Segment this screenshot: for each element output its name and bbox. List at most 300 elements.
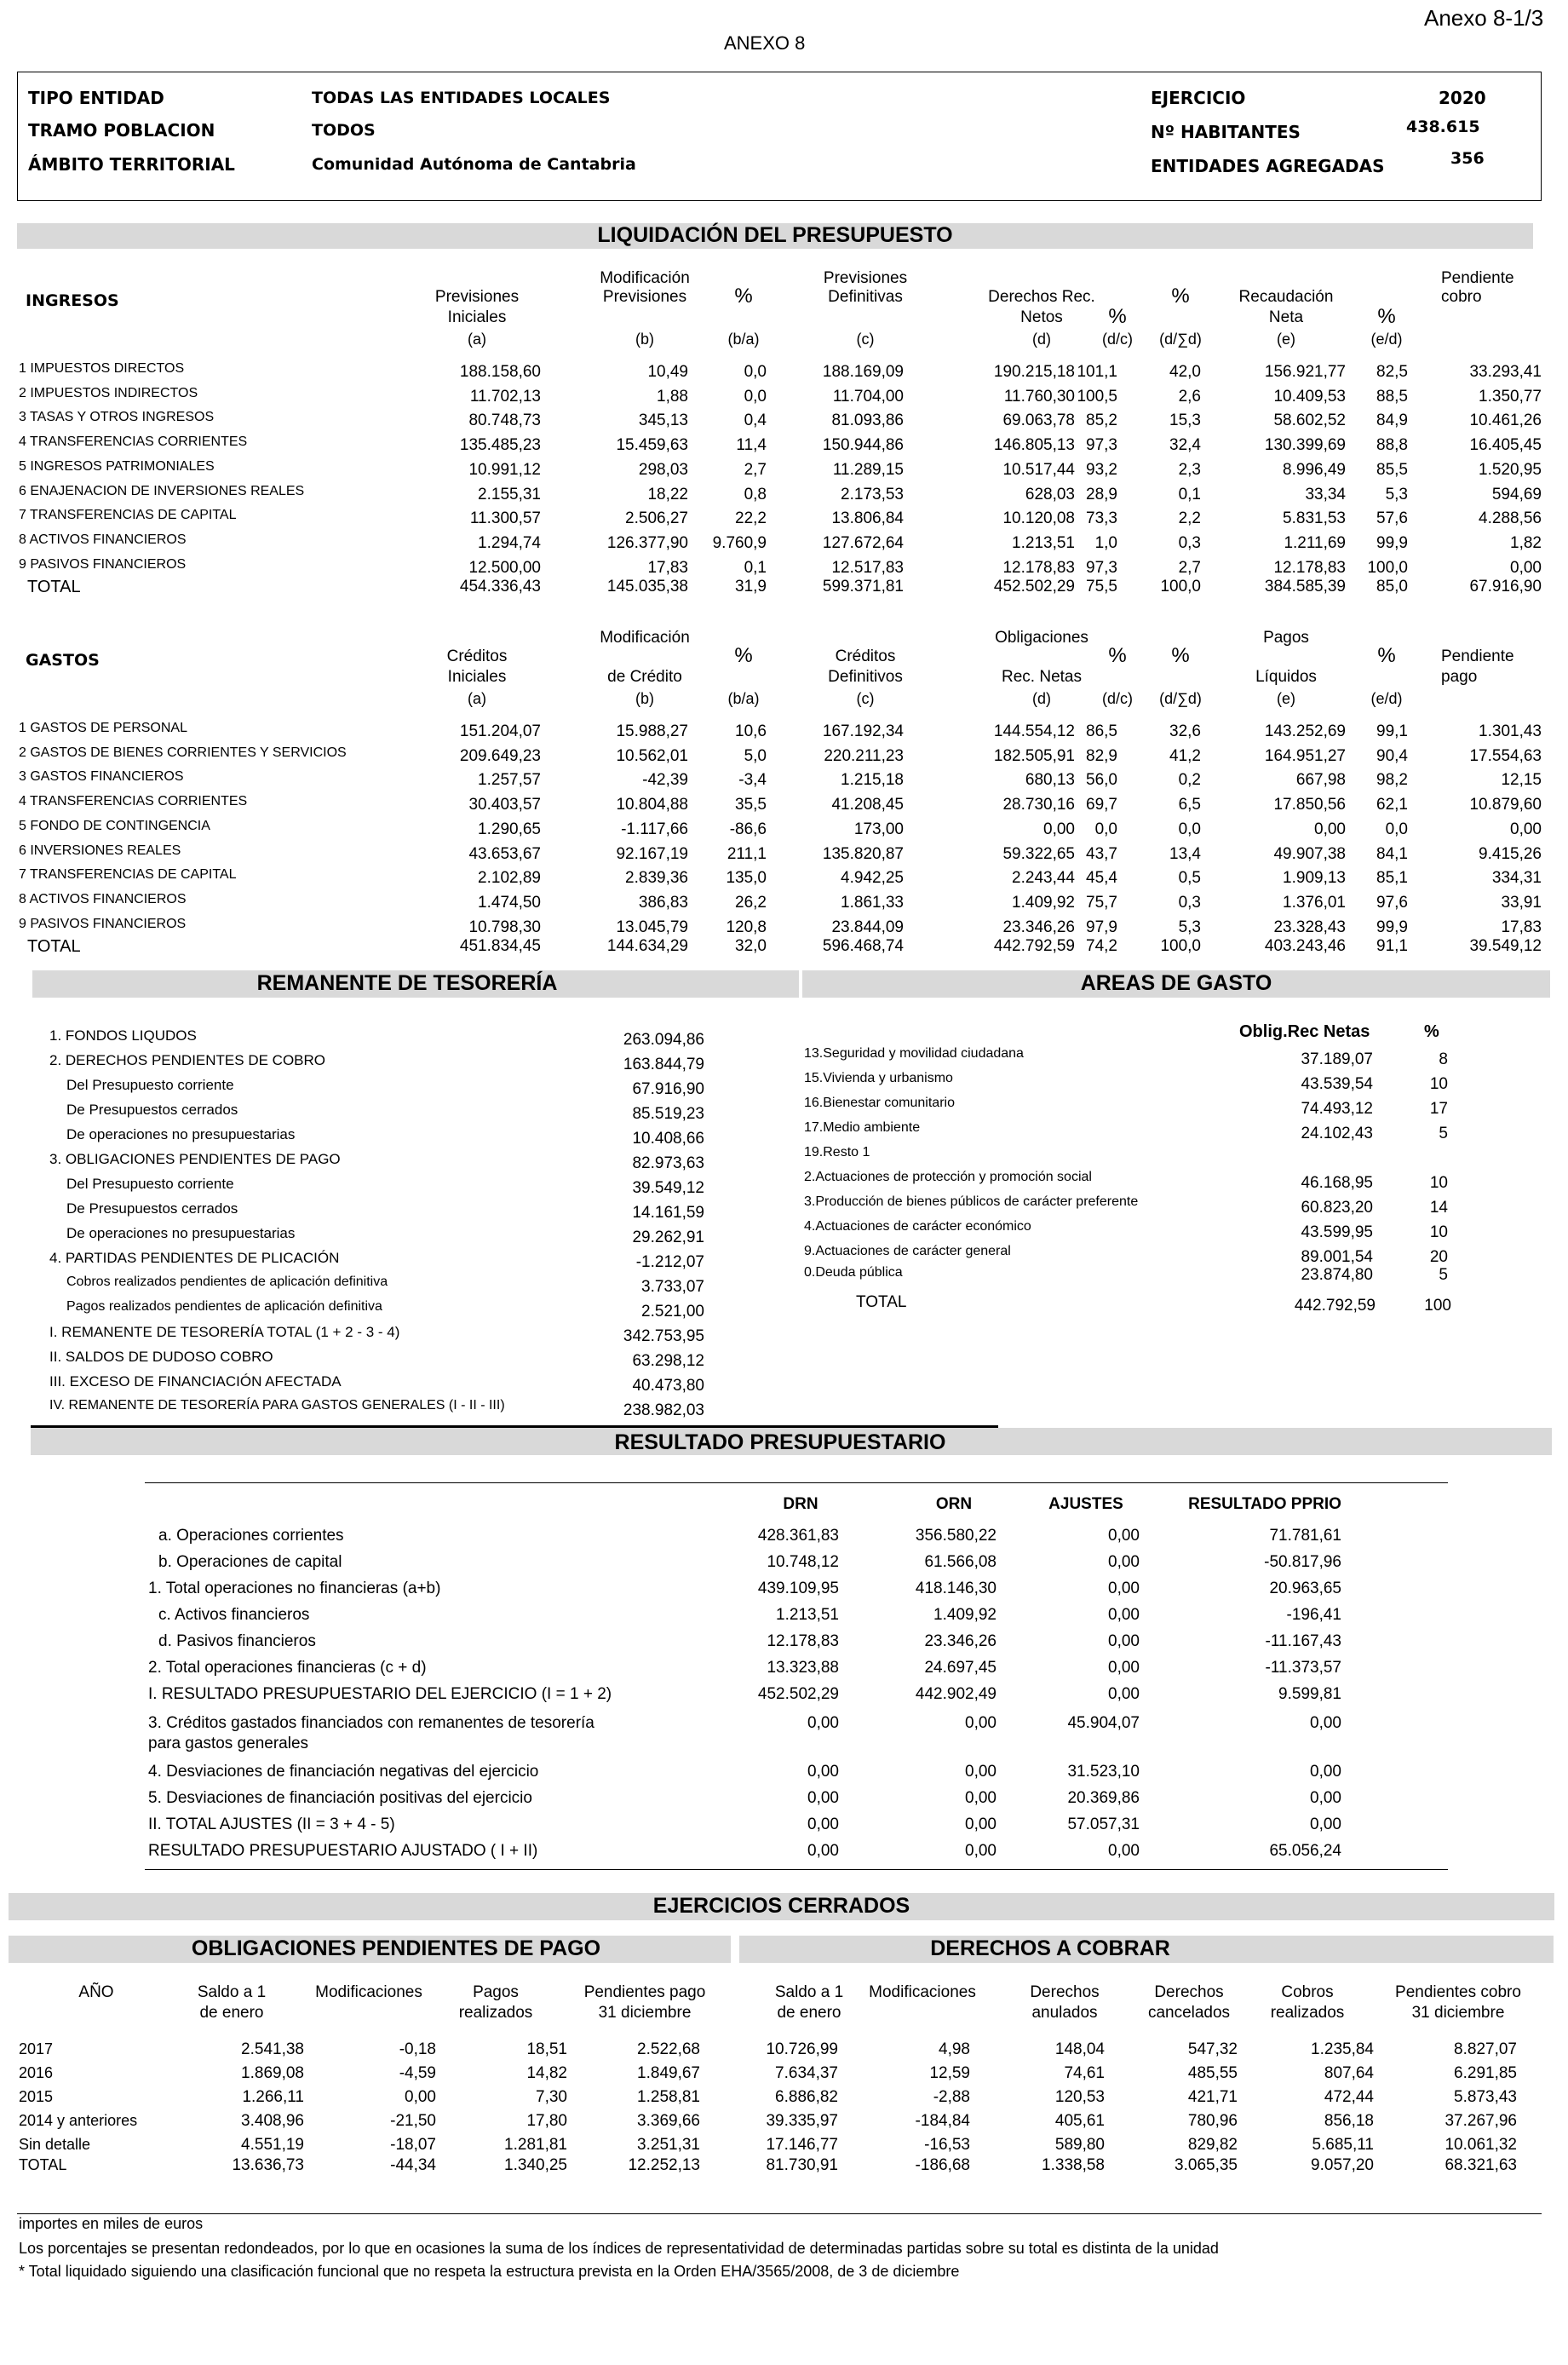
cell-value: 11.702,13: [469, 387, 541, 406]
cell-value: 17.554,63: [1469, 746, 1542, 765]
remanente-value: -1.212,07: [635, 1253, 704, 1271]
total-value: 91,1: [1376, 937, 1408, 956]
resultado-value: 0,00: [1108, 1659, 1140, 1677]
area-value: 74.493,12: [1301, 1100, 1373, 1118]
cell-value: 1.861,33: [841, 893, 904, 912]
cerrados-value: 547,32: [1187, 2040, 1238, 2058]
cell-value: 0,00: [1043, 820, 1075, 838]
cerrados-value: 4,98: [939, 2040, 970, 2058]
cell-value: 150.944,86: [822, 436, 904, 455]
cerrados-value: 421,71: [1187, 2088, 1238, 2106]
cell-value: 22,2: [735, 509, 767, 528]
total-value: 599.371,81: [822, 578, 904, 596]
resultado-value: 0,00: [1310, 1714, 1341, 1732]
resultado-col-header: DRN: [783, 1495, 818, 1513]
page-ref: Anexo 8-1/3: [1424, 5, 1544, 31]
header-label: EJERCICIO: [1151, 88, 1246, 108]
area-label: 19.Resto 1: [804, 1145, 870, 1159]
cell-value: 10.120,08: [1002, 509, 1075, 528]
cell-value: 88,8: [1376, 436, 1408, 455]
cell-value: 10,49: [647, 363, 688, 381]
cell-value: 17,83: [647, 558, 688, 577]
row-label: 7 TRANSFERENCIAS DE CAPITAL: [19, 508, 237, 523]
column-header: Rec. Netas: [1002, 668, 1082, 686]
cell-value: 2.173,53: [841, 485, 904, 503]
area-value: 89.001,54: [1301, 1248, 1373, 1266]
cell-value: 135.820,87: [822, 844, 904, 863]
column-header: Modificación: [600, 269, 690, 287]
resultado-value: 1.409,92: [933, 1606, 997, 1624]
cerrados-col-header: 31 diciembre: [598, 2004, 692, 2022]
area-pct: 17: [1429, 1100, 1448, 1118]
cell-value: 10,6: [735, 722, 767, 740]
cell-value: 594,69: [1491, 485, 1542, 503]
resultado-value: 0,00: [965, 1815, 997, 1833]
cell-value: 130.399,69: [1264, 436, 1346, 455]
column-header: (d/c): [1102, 331, 1133, 348]
resultado-label: para gastos generales: [148, 1735, 309, 1752]
remanente-value: 67.916,90: [632, 1080, 704, 1098]
areas-col-header: %: [1424, 1022, 1439, 1041]
resultado-label: a. Operaciones corrientes: [158, 1527, 344, 1545]
row-label: 9 PASIVOS FINANCIEROS: [19, 916, 187, 931]
cell-value: 41,2: [1169, 746, 1201, 765]
resultado-value: 418.146,30: [915, 1580, 997, 1597]
cerrados-col-header: Cobros: [1281, 1983, 1334, 2001]
resultado-label: 1. Total operaciones no financieras (a+b): [148, 1580, 441, 1597]
cerrados-year: 2017: [19, 2040, 54, 2057]
cerrados-value: 120,53: [1054, 2088, 1105, 2106]
cerrados-col-header: Modificaciones: [869, 1983, 976, 2001]
resultado-value: 0,00: [1108, 1842, 1140, 1860]
row-label: 3 GASTOS FINANCIEROS: [19, 769, 184, 785]
cell-value: 33,34: [1305, 485, 1346, 503]
cell-value: 28.730,16: [1002, 796, 1075, 814]
cell-value: 2.506,27: [625, 509, 688, 528]
cell-value: 23.346,26: [1002, 918, 1075, 936]
footer-note: importes en miles de euros: [19, 2215, 204, 2232]
cell-value: 1.474,50: [478, 893, 541, 912]
column-header: Obligaciones: [995, 629, 1088, 647]
cell-value: 80.748,73: [468, 411, 541, 430]
column-header: (e/d): [1370, 331, 1403, 348]
cell-value: 32,4: [1169, 436, 1201, 455]
cerrados-value: 17,80: [526, 2112, 567, 2130]
column-header: %: [1377, 305, 1396, 328]
column-header: Definitivos: [828, 668, 903, 686]
cerrados-value: 13.636,73: [232, 2156, 304, 2174]
resultado-value: 0,00: [965, 1789, 997, 1807]
cell-value: 182.505,91: [993, 746, 1075, 765]
column-header: Créditos: [446, 647, 508, 665]
column-header: Recaudación: [1238, 288, 1334, 306]
resultado-value: 13.323,88: [767, 1659, 839, 1677]
header-label: TIPO ENTIDAD: [28, 88, 164, 108]
resultado-value: 0,00: [1108, 1685, 1140, 1703]
remanente-label: 1. FONDOS LIQUDOS: [49, 1027, 197, 1044]
cerrados-value: 405,61: [1054, 2112, 1105, 2130]
cell-value: 135.485,23: [459, 436, 541, 455]
cell-value: 13,4: [1169, 844, 1201, 863]
area-pct: 5: [1439, 1125, 1448, 1142]
cerrados-col-header: de enero: [199, 2004, 264, 2022]
cerrados-value: 1.281,81: [504, 2136, 567, 2154]
row-label: 2 IMPUESTOS INDIRECTOS: [19, 385, 198, 400]
cerrados-value: 1.235,84: [1311, 2040, 1374, 2058]
footer-note: Los porcentajes se presentan redondeados, por lo que en ocasiones la suma de los índices de representatividad de determinadas partidas sobre su total es distinta de la unidad: [19, 2240, 1219, 2257]
total-value: 451.834,45: [459, 937, 541, 956]
resultado-value: 0,00: [1108, 1606, 1140, 1624]
area-label: 3.Producción de bienes públicos de carácter preferente: [804, 1194, 1139, 1209]
column-header: %: [1377, 644, 1396, 667]
liquidacion-title: LIQUIDACIÓN DEL PRESUPUESTO: [597, 223, 953, 247]
cerrados-value: 8.827,07: [1454, 2040, 1517, 2058]
cerrados-value: -186,68: [915, 2156, 970, 2174]
cell-value: 1.294,74: [478, 533, 541, 552]
cell-value: 32,6: [1169, 722, 1201, 740]
cerrados-col-header: Pagos: [473, 1983, 519, 2001]
row-label: 9 PASIVOS FINANCIEROS: [19, 556, 187, 572]
cell-value: 45,4: [1086, 869, 1117, 888]
row-label: 6 INVERSIONES REALES: [19, 843, 181, 858]
resultado-value: 0,00: [1108, 1527, 1140, 1545]
cerrados-value: 485,55: [1187, 2064, 1238, 2082]
cell-value: 0,00: [1510, 820, 1542, 838]
cell-value: 101,1: [1077, 363, 1117, 381]
column-header: (b/a): [727, 331, 760, 348]
cell-value: 2,7: [1178, 558, 1201, 577]
cell-value: 85,5: [1376, 460, 1408, 479]
resultado-col-header: AJUSTES: [1048, 1495, 1123, 1513]
cerrados-value: 3.065,35: [1175, 2156, 1238, 2174]
cell-value: 1.211,69: [1284, 533, 1346, 552]
remanente-label: IV. REMANENTE DE TESORERÍA PARA GASTOS GENERALES (I - II - III): [49, 1398, 505, 1413]
cerrados-col-header: Derechos: [1030, 1983, 1100, 2001]
cell-value: 10.879,60: [1469, 796, 1542, 814]
cerrados-value: 3.251,31: [637, 2136, 700, 2154]
cerrados-value: 856,18: [1324, 2112, 1374, 2130]
cell-value: 81.093,86: [831, 411, 904, 430]
resultado-value: 0,00: [965, 1714, 997, 1732]
remanente-title: REMANENTE DE TESORERÍA: [256, 971, 558, 995]
resultado-value: -11.373,57: [1265, 1659, 1341, 1677]
column-header: (c): [856, 690, 875, 707]
resultado-value: 0,00: [965, 1763, 997, 1781]
cerrados-value: 10.061,32: [1445, 2136, 1517, 2154]
cerrados-value: 4.551,19: [241, 2136, 304, 2154]
area-total-value: 442.792,59: [1294, 1297, 1376, 1315]
total-value: 596.468,74: [822, 937, 904, 956]
cell-value: 1.215,18: [841, 771, 904, 790]
column-header: Previsiones: [823, 269, 908, 287]
column-header: Netos: [1020, 308, 1063, 326]
cell-value: 2.102,89: [478, 869, 541, 888]
area-pct: 8: [1439, 1050, 1448, 1068]
area-total-label: TOTAL: [856, 1293, 907, 1311]
area-label: 9.Actuaciones de carácter general: [804, 1244, 1011, 1258]
cell-value: 1.213,51: [1012, 533, 1075, 552]
areas-col-header: Oblig.Rec Netas: [1239, 1022, 1370, 1041]
cell-value: 26,2: [735, 893, 767, 912]
cell-value: 11.300,57: [469, 509, 541, 528]
cerrados-value: -18,07: [390, 2136, 436, 2154]
cell-value: 49.907,38: [1273, 844, 1346, 863]
cerrados-year: Sin detalle: [19, 2136, 91, 2153]
cerrados-value: -21,50: [390, 2112, 436, 2130]
cerrados-value: 2.541,38: [241, 2040, 304, 2058]
remanente-value: 82.973,63: [632, 1154, 704, 1172]
cell-value: 120,8: [726, 918, 767, 936]
cell-value: 5,3: [1385, 485, 1408, 503]
cell-value: 69,7: [1086, 796, 1117, 814]
cerrados-col-header: realizados: [1270, 2004, 1345, 2022]
area-total-pct: 100: [1424, 1297, 1451, 1315]
cell-value: 4.288,56: [1479, 509, 1542, 528]
cerrados-value: 74,61: [1064, 2064, 1105, 2082]
column-header: Créditos: [835, 647, 896, 665]
cell-value: 15.988,27: [616, 722, 688, 740]
column-header: (b): [635, 690, 654, 707]
header-value: TODOS: [312, 121, 376, 140]
row-label: 8 ACTIVOS FINANCIEROS: [19, 891, 187, 906]
resultado-value: 356.580,22: [915, 1527, 997, 1545]
cell-value: 85,1: [1376, 869, 1408, 888]
cerrados-year: 2014 y anteriores: [19, 2112, 138, 2129]
resultado-value: 0,00: [1310, 1763, 1341, 1781]
cell-value: 0,2: [1178, 771, 1201, 790]
cell-value: 10.798,30: [468, 918, 541, 936]
row-label: 6 ENAJENACION DE INVERSIONES REALES: [19, 483, 305, 498]
column-header: Definitivas: [828, 288, 903, 306]
total-value: 384.585,39: [1264, 578, 1346, 596]
cell-value: 1.409,92: [1012, 893, 1075, 912]
cell-value: 8.996,49: [1283, 460, 1346, 479]
cell-value: 1.350,77: [1479, 387, 1542, 406]
cell-value: 10.804,88: [616, 796, 688, 814]
cell-value: 10.461,26: [1469, 411, 1542, 430]
cell-value: 1.520,95: [1479, 460, 1542, 479]
cerrados-value: 1.849,67: [637, 2064, 700, 2082]
cerrados-value: 68.321,63: [1445, 2156, 1517, 2174]
cerrados-value: 6.886,82: [775, 2088, 838, 2106]
column-header: (a): [468, 690, 486, 707]
remanente-value: 39.549,12: [632, 1179, 704, 1197]
cell-value: 86,5: [1086, 722, 1117, 740]
cell-value: 15,3: [1169, 411, 1201, 430]
cell-value: 164.951,27: [1264, 746, 1346, 765]
cell-value: 92.167,19: [616, 844, 688, 863]
remanente-value: 10.408,66: [632, 1130, 704, 1148]
cell-value: 1,82: [1510, 533, 1542, 552]
row-label: 4 TRANSFERENCIAS CORRIENTES: [19, 434, 248, 450]
row-label: 5 INGRESOS PATRIMONIALES: [19, 458, 215, 474]
cell-value: 298,03: [638, 460, 688, 479]
cell-value: 667,98: [1295, 771, 1346, 790]
cell-value: 10.562,01: [616, 746, 688, 765]
cell-value: 2,3: [1178, 460, 1201, 479]
cell-value: 211,1: [727, 844, 767, 863]
cell-value: 97,3: [1086, 558, 1117, 577]
cell-value: 2,6: [1178, 387, 1201, 406]
cell-value: 0,0: [744, 363, 767, 381]
resultado-label: II. TOTAL AJUSTES (II = 3 + 4 - 5): [148, 1815, 395, 1833]
cerrados-col-header: anulados: [1031, 2004, 1098, 2022]
cerrados-value: 14,82: [526, 2064, 567, 2082]
remanente-label: Cobros realizados pendientes de aplicación definitiva: [66, 1275, 388, 1289]
row-label: 1 IMPUESTOS DIRECTOS: [19, 361, 185, 376]
remanente-label: I. REMANENTE DE TESORERÍA TOTAL (1 + 2 - 3 - 4): [49, 1324, 400, 1340]
header-label: TRAMO POBLACION: [28, 120, 215, 141]
cell-value: 0,3: [1178, 533, 1201, 552]
cell-value: 18,22: [647, 485, 688, 503]
total-value: 31,9: [735, 578, 767, 596]
cell-value: 1,88: [657, 387, 688, 406]
resultado-value: 0,00: [807, 1789, 839, 1807]
cell-value: 99,9: [1376, 533, 1408, 552]
row-label: 4 TRANSFERENCIAS CORRIENTES: [19, 794, 248, 809]
cell-value: 2.155,31: [478, 485, 541, 503]
remanente-value: 163.844,79: [623, 1056, 704, 1073]
resultado-value: 0,00: [1310, 1789, 1341, 1807]
cell-value: 0,0: [1178, 820, 1201, 838]
cerrados-value: 9.057,20: [1311, 2156, 1374, 2174]
cell-value: 10.517,44: [1002, 460, 1075, 479]
resultado-value: -196,41: [1286, 1606, 1341, 1624]
cell-value: 1,0: [1094, 533, 1117, 552]
resultado-value: 61.566,08: [924, 1553, 997, 1571]
column-header: Pendiente: [1441, 269, 1514, 287]
resultado-value: 24.697,45: [924, 1659, 997, 1677]
area-pct: 5: [1439, 1266, 1448, 1284]
cerrados-title: EJERCICIOS CERRADOS: [652, 1894, 910, 1918]
column-header: Líquidos: [1255, 668, 1317, 686]
total-value: 32,0: [735, 937, 767, 956]
cell-value: 2,2: [1178, 509, 1201, 528]
cell-value: 100,0: [1367, 558, 1408, 577]
column-header: (e): [1277, 690, 1295, 707]
row-label: 2 GASTOS DE BIENES CORRIENTES Y SERVICIOS: [19, 745, 347, 760]
cell-value: 5,0: [744, 746, 767, 765]
remanente-value: 14.161,59: [632, 1204, 704, 1222]
column-header: (d/∑d): [1159, 331, 1202, 348]
total-value: 452.502,29: [993, 578, 1075, 596]
cell-value: 11,4: [736, 436, 767, 455]
cell-value: 82,9: [1086, 746, 1117, 765]
resultado-label: RESULTADO PRESUPUESTARIO AJUSTADO ( I + II): [148, 1842, 538, 1860]
resultado-value: 0,00: [1108, 1553, 1140, 1571]
resultado-value: 20.369,86: [1067, 1789, 1140, 1807]
column-header: (d/c): [1102, 690, 1133, 707]
resultado-value: 12.178,83: [767, 1632, 839, 1650]
area-value: 46.168,95: [1301, 1174, 1373, 1192]
resultado-value: 452.502,29: [757, 1685, 839, 1703]
cell-value: 93,2: [1086, 460, 1117, 479]
resultado-value: 31.523,10: [1067, 1763, 1140, 1781]
cell-value: 97,9: [1086, 918, 1117, 936]
total-value: 74,2: [1086, 937, 1117, 956]
remanente-value: 63.298,12: [632, 1352, 704, 1370]
remanente-label: Del Presupuesto corriente: [66, 1176, 234, 1192]
cerrados-value: 148,04: [1054, 2040, 1105, 2058]
cell-value: 386,83: [638, 893, 688, 912]
cerrados-col-header: realizados: [458, 2004, 533, 2022]
cerrados-value: -2,88: [933, 2088, 970, 2106]
opp-title: OBLIGACIONES PENDIENTES DE PAGO: [191, 1936, 601, 1960]
cell-value: 11.704,00: [832, 387, 904, 406]
cell-value: 12.178,83: [1273, 558, 1346, 577]
cerrados-col-header: AÑO: [78, 1983, 114, 2001]
column-header: Iniciales: [447, 308, 507, 326]
cell-value: 146.805,13: [993, 436, 1075, 455]
resultado-value: 20.963,65: [1269, 1580, 1341, 1597]
remanente-label: De operaciones no presupuestarias: [66, 1126, 296, 1142]
cell-value: 59.322,65: [1002, 844, 1075, 863]
cell-value: 85,2: [1086, 411, 1117, 430]
total-value: 100,0: [1160, 578, 1201, 596]
cell-value: 4.942,25: [841, 869, 904, 888]
cerrados-col-header: Pendientes cobro: [1395, 1983, 1521, 2001]
cell-value: 0,0: [744, 387, 767, 406]
cell-value: 0,5: [1178, 869, 1201, 888]
cell-value: 23.328,43: [1273, 918, 1346, 936]
column-header: pago: [1441, 668, 1478, 686]
cell-value: 209.649,23: [459, 746, 541, 765]
column-header: (e): [1277, 331, 1295, 348]
resultado-value: -50.817,96: [1264, 1553, 1341, 1571]
cell-value: 220.211,23: [824, 746, 904, 765]
column-header: (e/d): [1370, 690, 1403, 707]
cell-value: 334,31: [1491, 869, 1542, 888]
header-box: [17, 72, 1542, 201]
resultado-label: I. RESULTADO PRESUPUESTARIO DEL EJERCICIO (I = 1 + 2): [148, 1685, 612, 1703]
cell-value: 345,13: [638, 411, 688, 430]
cerrados-value: 780,96: [1187, 2112, 1238, 2130]
cell-value: 84,9: [1376, 411, 1408, 430]
cerrados-value: 807,64: [1324, 2064, 1374, 2082]
cerrados-value: 3.369,66: [637, 2112, 700, 2130]
cell-value: 16.405,45: [1469, 436, 1542, 455]
cell-value: 0,00: [1510, 558, 1542, 577]
column-header: %: [734, 285, 753, 308]
cell-value: 1.301,43: [1479, 722, 1542, 740]
area-value: 43.599,95: [1301, 1223, 1373, 1241]
cerrados-value: -4,59: [399, 2064, 436, 2082]
resultado-value: 71.781,61: [1269, 1527, 1341, 1545]
cell-value: 35,5: [735, 796, 767, 814]
cell-value: 69.063,78: [1002, 411, 1075, 430]
resultado-value: 442.902,49: [915, 1685, 997, 1703]
area-label: 13.Seguridad y movilidad ciudadana: [804, 1046, 1024, 1061]
cerrados-value: 81.730,91: [766, 2156, 838, 2174]
cell-value: 57,6: [1376, 509, 1408, 528]
cell-value: 0,00: [1314, 820, 1346, 838]
remanente-value: 342.753,95: [623, 1327, 704, 1345]
resultado-value: 0,00: [965, 1842, 997, 1860]
total-value: 144.634,29: [606, 937, 688, 956]
resultado-value: 0,00: [1108, 1580, 1140, 1597]
resultado-value: 0,00: [807, 1842, 839, 1860]
cell-value: 90,4: [1376, 746, 1408, 765]
cerrados-value: 3.408,96: [241, 2112, 304, 2130]
remanente-label: De Presupuestos cerrados: [66, 1200, 238, 1217]
cell-value: 9.415,26: [1479, 844, 1542, 863]
cerrados-value: 0,00: [405, 2088, 436, 2106]
resultado-value: 10.748,12: [767, 1553, 839, 1571]
area-label: 15.Vivienda y urbanismo: [804, 1071, 953, 1085]
cell-value: 17,83: [1501, 918, 1542, 936]
cerrados-value: 2.522,68: [637, 2040, 700, 2058]
total-label: TOTAL: [27, 578, 81, 597]
